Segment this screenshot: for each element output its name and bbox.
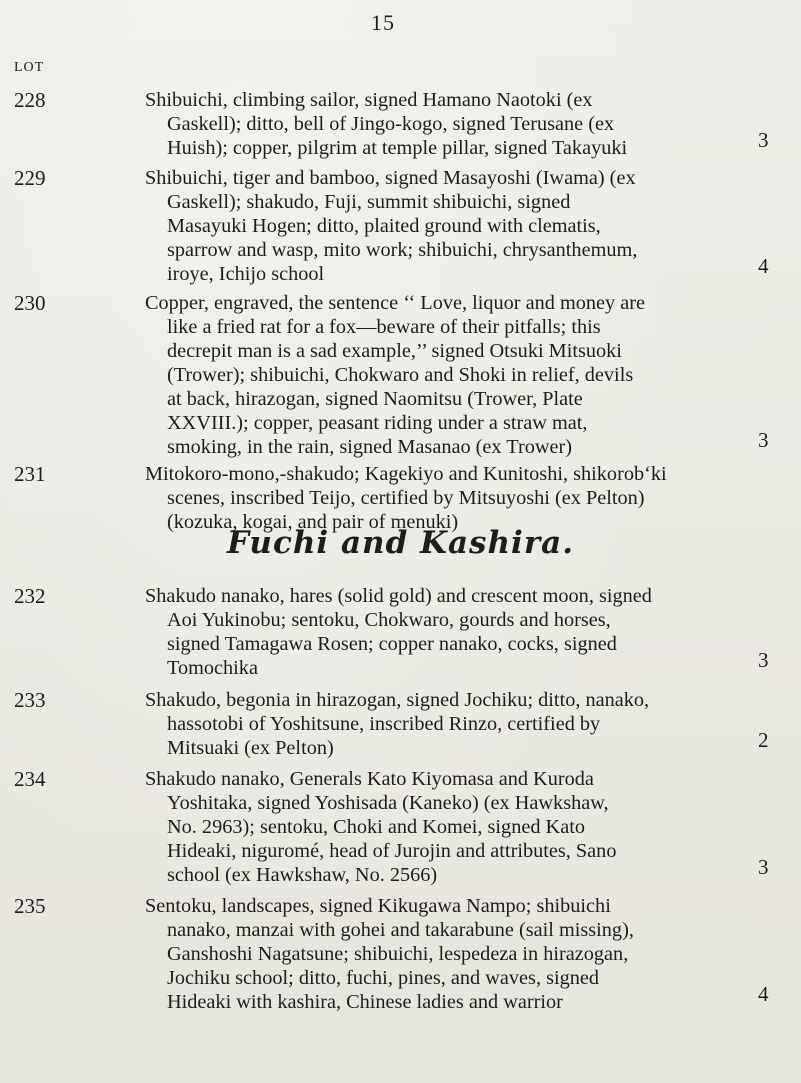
lot-description [145, 688, 733, 760]
lot-quantity: 4 [758, 982, 769, 1006]
lot-line: school (ex Hawkshaw, No. 2566) [167, 864, 438, 886]
lot-line: Masayuki Hogen; ditto, plaited ground with clematis, [167, 215, 601, 237]
page-number: 15 [371, 10, 395, 35]
lot-quantity: 3 [758, 855, 769, 879]
lot-number: 230 [14, 291, 46, 315]
lot-line: Mitsuaki (ex Pelton) [167, 737, 334, 759]
lot-line: No. 2963); sentoku, Choki and Komei, signed Kato [167, 816, 585, 838]
lot-line: Ganshoshi Nagatsune; shibuichi, lespedeza in hirazogan, [167, 943, 629, 965]
lot-line: signed Tamagawa Rosen; copper nanako, cocks, signed [167, 633, 617, 655]
lot-line: Shakudo, begonia in hirazogan, signed Jochiku; ditto, nanako, [145, 689, 650, 711]
lot-description [145, 88, 733, 160]
lot-quantity: 4 [758, 254, 769, 278]
lot-line: iroye, Ichijo school [167, 263, 325, 285]
lot-quantity: 2 [758, 728, 769, 752]
lot-description [145, 894, 733, 1014]
lot-quantity: 3 [758, 428, 769, 452]
section-heading: Fuchi and Kashira. [226, 525, 575, 561]
lot-line: (Trower); shibuichi, Chokwaro and Shoki in relief, devils [167, 364, 634, 386]
lot-line: XXVIII.); copper, peasant riding under a straw mat, [167, 412, 588, 434]
lot-quantity: 3 [758, 128, 769, 152]
lot-line: Aoi Yukinobu; sentoku, Chokwaro, gourds and horses, [167, 609, 611, 631]
lot-line: scenes, inscribed Teijo, certified by Mitsuyoshi (ex Pelton) [167, 487, 645, 509]
lot-line: (kozuka, kogai, and pair of menuki) [167, 511, 459, 533]
lot-line: Jochiku school; ditto, fuchi, pines, and waves, signed [167, 967, 600, 989]
lot-number: 228 [14, 88, 46, 112]
lot-line: Yoshitaka, signed Yoshisada (Kaneko) (ex Hawkshaw, [167, 792, 609, 814]
lot-number: 232 [14, 584, 46, 608]
lot-line: Sentoku, landscapes, signed Kikugawa Nampo; shibuichi [145, 895, 611, 917]
lot-quantity: 3 [758, 648, 769, 672]
lot-line: smoking, in the rain, signed Masanao (ex Trower) [167, 436, 573, 458]
lot-line: Gaskell); ditto, bell of Jingo-kogo, signed Terusane (ex [167, 113, 615, 135]
lot-line: nanako, manzai with gohei and takarabune (sail missing), [167, 919, 634, 941]
lot-line: Huish); copper, pilgrim at temple pillar, signed Takayuki [167, 137, 628, 159]
lot-number: 235 [14, 894, 46, 918]
lot-line: hassotobi of Yoshitsune, inscribed Rinzo, certified by [167, 713, 601, 735]
lot-line: Hideaki, niguromé, head of Jurojin and attributes, Sano [167, 840, 617, 862]
lot-line: Shakudo nanako, hares (solid gold) and crescent moon, signed [145, 585, 652, 607]
lot-line: Gaskell); shakudo, Fuji, summit shibuichi, signed [167, 191, 571, 213]
lot-line: Tomochika [167, 657, 258, 679]
lot-line: like a fried rat for a fox—beware of their pitfalls; this [167, 316, 601, 338]
lot-line: sparrow and wasp, mito work; shibuichi, chrysanthemum, [167, 239, 638, 261]
lot-line: Hideaki with kashira, Chinese ladies and warrior [167, 991, 563, 1013]
lot-line: Copper, engraved, the sentence ‘‘ Love, liquor and money are [145, 292, 646, 314]
lot-line: decrepit man is a sad example,’’ signed Otsuki Mitsuoki [167, 340, 622, 362]
lot-number: 231 [14, 462, 46, 486]
lot-description [145, 767, 733, 887]
lot-description [145, 584, 733, 680]
lot-line: Shibuichi, climbing sailor, signed Hamano Naotoki (ex [145, 89, 593, 111]
lot-description [145, 462, 733, 534]
lot-line: Shakudo nanako, Generals Kato Kiyomasa and Kuroda [145, 768, 594, 790]
lot-number: 233 [14, 688, 46, 712]
lot-description [145, 166, 733, 286]
lot-line: Mitokoro-mono,-shakudo; Kagekiyo and Kunitoshi, shikorob‘ki [145, 463, 667, 485]
lot-number: 234 [14, 767, 46, 791]
lot-line: Shibuichi, tiger and bamboo, signed Masayoshi (Iwama) (ex [145, 167, 636, 189]
lot-description [145, 291, 733, 459]
lot-line: at back, hirazogan, signed Naomitsu (Trower, Plate [167, 388, 583, 410]
lot-column-header: LOT [14, 60, 45, 75]
lot-number: 229 [14, 166, 46, 190]
